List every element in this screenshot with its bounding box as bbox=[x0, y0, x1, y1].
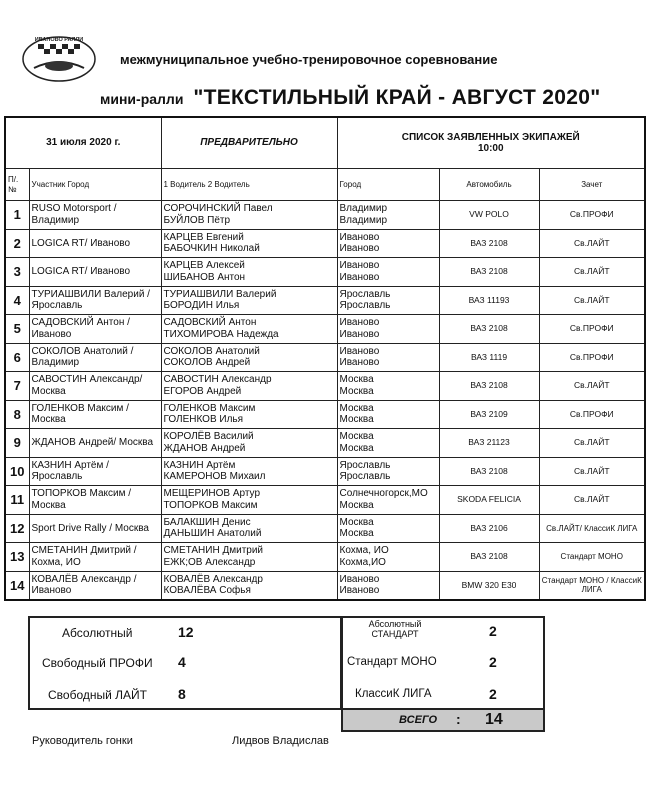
row-class bbox=[539, 400, 645, 429]
row-number bbox=[5, 571, 29, 600]
row-number-line: 9 bbox=[13, 435, 21, 450]
row-drivers-line: ГОЛЕНКОВ Максим bbox=[163, 402, 256, 414]
row-city-line: Москва bbox=[339, 385, 374, 397]
row-drivers bbox=[161, 543, 337, 572]
row-class-line: Св.ЛАЙТ bbox=[573, 266, 610, 276]
row-city-line: Кохма, ИО bbox=[339, 545, 389, 557]
row-city-line: Москва bbox=[339, 499, 374, 511]
row-class-line: Св.ЛАЙТ bbox=[573, 380, 610, 390]
row-drivers-line: КАРЦЕВ Алексей bbox=[163, 260, 245, 272]
row-class-line: Св.ЛАЙТ bbox=[573, 294, 610, 305]
row-city-line: Иваново bbox=[339, 585, 380, 597]
row-number-line: 5 bbox=[13, 321, 21, 336]
row-participant-line: Sport Drive Rally / Москва bbox=[31, 522, 149, 534]
row-drivers-line: БАБОЧКИН Николай bbox=[163, 243, 260, 255]
header-line2 bbox=[100, 86, 600, 110]
row-drivers-line: БОРОДИН Илья bbox=[163, 300, 240, 312]
free-profi-label: Свободный ПРОФИ bbox=[42, 656, 153, 670]
row-drivers-line: СОКОЛОВ Анатолий bbox=[163, 345, 260, 357]
row-car bbox=[439, 514, 539, 543]
row-participant bbox=[29, 258, 161, 287]
logo-text: ИВАНОВО РАЛЛИ bbox=[34, 37, 84, 43]
abs-standard-label: Абсолютный СТАНДАРТ bbox=[368, 619, 422, 639]
row-city-line: Иваново bbox=[339, 573, 380, 585]
row-number bbox=[5, 258, 29, 287]
row-class bbox=[539, 571, 645, 600]
row-class bbox=[539, 372, 645, 401]
row-number-line: 7 bbox=[13, 378, 21, 393]
row-participant-line: ТОПОРКОВ Максим / Москва bbox=[31, 488, 132, 511]
row-drivers bbox=[161, 571, 337, 600]
row-city bbox=[337, 372, 439, 401]
row-participant-line: КОВАЛЁВ Александр / Иваново bbox=[31, 573, 137, 597]
row-car-line: SKODA FELICIA bbox=[457, 494, 521, 504]
row-class-line: Св.ЛАЙТ bbox=[573, 465, 610, 476]
col-class: Зачет bbox=[539, 169, 645, 201]
row-drivers-line: САВОСТИН Александр bbox=[163, 374, 272, 386]
row-number-line: 8 bbox=[13, 406, 21, 422]
table-row bbox=[5, 343, 645, 372]
row-number bbox=[5, 400, 29, 429]
col-participant: Участник Город bbox=[29, 169, 161, 201]
row-car bbox=[439, 372, 539, 401]
row-city bbox=[337, 543, 439, 572]
row-city bbox=[337, 457, 439, 486]
abs-standard-value: 2 bbox=[489, 623, 497, 639]
row-class bbox=[539, 457, 645, 486]
row-city-line: Москва bbox=[339, 431, 374, 443]
row-city-line: Владимир bbox=[339, 203, 388, 215]
free-profi-value: 4 bbox=[178, 654, 186, 670]
row-car bbox=[439, 286, 539, 315]
row-city bbox=[337, 400, 439, 429]
classic-league-value: 2 bbox=[489, 686, 497, 702]
row-number bbox=[5, 543, 29, 572]
row-number bbox=[5, 201, 29, 230]
row-city bbox=[337, 486, 439, 515]
row-participant-line: СОКОЛОВ Анатолий / Владимир bbox=[31, 345, 134, 369]
row-car-line: ВАЗ 2108 bbox=[470, 266, 508, 276]
free-lite-value: 8 bbox=[178, 686, 186, 702]
event-title: "ТЕКСТИЛЬНЫЙ КРАЙ - АВГУСТ 2020" bbox=[193, 86, 601, 109]
row-drivers-line: ЖДАНОВ Андрей bbox=[163, 442, 246, 454]
row-class bbox=[539, 229, 645, 258]
row-participant bbox=[29, 543, 161, 572]
table-row bbox=[5, 571, 645, 600]
row-class bbox=[539, 343, 645, 372]
row-number bbox=[5, 229, 29, 258]
row-number bbox=[5, 286, 29, 315]
row-car-line: ВАЗ 1119 bbox=[470, 351, 508, 362]
row-car-line: ВАЗ 2108 bbox=[470, 237, 508, 248]
row-class bbox=[539, 543, 645, 572]
row-participant-line: САВОСТИН Александр/ Москва bbox=[31, 374, 143, 397]
row-class bbox=[539, 315, 645, 344]
row-city-line: Москва bbox=[339, 442, 374, 454]
row-city-line: Москва bbox=[339, 528, 374, 540]
row-drivers-line: САДОВСКИЙ Антон bbox=[163, 317, 257, 329]
row-number bbox=[5, 429, 29, 458]
row-drivers-line: ШИБАНОВ Антон bbox=[163, 271, 246, 283]
row-car-line: ВАЗ 21123 bbox=[468, 437, 510, 447]
event-logo bbox=[20, 32, 98, 84]
row-participant-line: САДОВСКИЙ Антон / Иваново bbox=[31, 317, 130, 340]
row-city-line: Солнечногорск,МО bbox=[339, 488, 428, 500]
row-city-line: Иваново bbox=[339, 357, 380, 369]
list-time: 10:00 bbox=[477, 143, 504, 154]
row-city-line: Иваново bbox=[339, 231, 380, 243]
row-drivers-line: КОВАЛЁВ Александр bbox=[163, 573, 263, 585]
row-car-line: BMW 320 E30 bbox=[461, 579, 517, 590]
row-city-line: Ярославль bbox=[339, 459, 391, 471]
row-car-line: ВАЗ 2108 bbox=[470, 465, 508, 476]
row-drivers bbox=[161, 315, 337, 344]
table-row bbox=[5, 286, 645, 315]
row-number bbox=[5, 315, 29, 344]
row-class-line: Св.ПРОФИ bbox=[569, 408, 614, 419]
col-drivers: 1 Водитель 2 Водитель bbox=[161, 169, 337, 201]
row-class-line: Св.ЛАЙТ bbox=[573, 494, 610, 504]
row-car-line: ВАЗ 2108 bbox=[470, 551, 508, 561]
row-city-line: Иваново bbox=[339, 243, 380, 255]
row-drivers-line: ТУРИАШВИЛИ Валерий bbox=[163, 288, 277, 300]
row-car-line: ВАЗ 2106 bbox=[470, 522, 508, 533]
row-drivers-line: ТИХОМИРОВА Надежда bbox=[163, 328, 279, 340]
row-car-line: ВАЗ 2108 bbox=[470, 323, 508, 333]
row-city bbox=[337, 201, 439, 230]
row-number bbox=[5, 372, 29, 401]
row-class bbox=[539, 286, 645, 315]
row-number-line: 6 bbox=[13, 349, 21, 365]
status-label: ПРЕДВАРИТЕЛЬНО bbox=[161, 117, 337, 169]
row-drivers bbox=[161, 457, 337, 486]
classic-league-label: КлассиК ЛИГА bbox=[355, 688, 432, 700]
row-participant bbox=[29, 286, 161, 315]
row-car bbox=[439, 429, 539, 458]
row-number bbox=[5, 343, 29, 372]
standard-mono-label: Стандарт МОНО bbox=[347, 656, 437, 668]
row-city-line: Иваново bbox=[339, 271, 380, 283]
row-city-line: Владимир bbox=[339, 214, 388, 226]
row-drivers-line: ТОПОРКОВ Максим bbox=[163, 499, 258, 511]
table-row bbox=[5, 258, 645, 287]
row-participant-line: LOGICA RT/ Иваново bbox=[31, 237, 131, 249]
col-num: П/. № bbox=[5, 169, 29, 201]
free-lite-label: Свободный ЛАЙТ bbox=[48, 688, 147, 702]
summary-right bbox=[341, 616, 545, 710]
row-participant bbox=[29, 343, 161, 372]
row-city-line: Москва bbox=[339, 516, 374, 528]
table-row bbox=[5, 372, 645, 401]
row-city-line: Кохма,ИО bbox=[339, 556, 386, 568]
row-participant-line: ТУРИАШВИЛИ Валерий / Ярославль bbox=[31, 288, 150, 312]
row-participant-line: КАЗНИН Артём / Ярославль bbox=[31, 459, 109, 483]
table-row bbox=[5, 429, 645, 458]
row-car bbox=[439, 258, 539, 287]
row-city bbox=[337, 343, 439, 372]
row-participant bbox=[29, 514, 161, 543]
row-drivers-line: ГОЛЕНКОВ Илья bbox=[163, 414, 244, 426]
row-number-line: 3 bbox=[13, 264, 21, 279]
col-city: Город bbox=[337, 169, 439, 201]
row-car-line: ВАЗ 2109 bbox=[470, 408, 508, 419]
table-row bbox=[5, 315, 645, 344]
row-drivers bbox=[161, 486, 337, 515]
row-car bbox=[439, 229, 539, 258]
row-drivers-line: СОРОЧИНСКИЙ Павел bbox=[163, 203, 273, 215]
row-participant bbox=[29, 429, 161, 458]
table-row bbox=[5, 400, 645, 429]
row-drivers-line: БУЙЛОВ Пётр bbox=[163, 214, 231, 226]
row-car bbox=[439, 571, 539, 600]
row-car bbox=[439, 400, 539, 429]
row-city-line: Иваново bbox=[339, 260, 380, 272]
row-number-line: 10 bbox=[10, 463, 25, 479]
row-drivers bbox=[161, 258, 337, 287]
total-box bbox=[341, 708, 545, 732]
row-drivers bbox=[161, 429, 337, 458]
standard-mono-value: 2 bbox=[489, 654, 497, 670]
row-drivers-line: МЕЩЕРИНОВ Артур bbox=[163, 488, 261, 500]
table-row bbox=[5, 543, 645, 572]
row-number-line: 12 bbox=[10, 520, 25, 536]
row-drivers bbox=[161, 400, 337, 429]
col-car: Автомобиль bbox=[439, 169, 539, 201]
event-date: 31 июля 2020 г. bbox=[5, 117, 161, 169]
row-participant bbox=[29, 229, 161, 258]
footer-role: Руководитель гонки bbox=[32, 735, 133, 747]
row-participant bbox=[29, 571, 161, 600]
row-drivers-line: КОВАЛЁВА Софья bbox=[163, 585, 251, 597]
row-participant-line: LOGICA RT/ Иваново bbox=[31, 266, 131, 277]
list-title: СПИСОК ЗАЯВЛЕННЫХ ЭКИПАЖЕЙ bbox=[401, 131, 580, 143]
row-drivers bbox=[161, 229, 337, 258]
row-drivers bbox=[161, 201, 337, 230]
total-colon: : bbox=[456, 711, 461, 727]
row-number-line: 4 bbox=[13, 292, 21, 308]
row-class-line: Св.ПРОФИ bbox=[569, 209, 614, 219]
row-class bbox=[539, 486, 645, 515]
row-participant-line: ЖДАНОВ Андрей/ Москва bbox=[31, 437, 154, 448]
row-city-line: Иваново bbox=[339, 328, 380, 340]
row-drivers-line: КОРОЛЁВ Василий bbox=[163, 431, 254, 443]
row-car bbox=[439, 315, 539, 344]
row-drivers-line: КАРЦЕВ Евгений bbox=[163, 231, 244, 243]
header-line1: межмуниципальное учебно-тренировочное соревнование bbox=[120, 52, 498, 67]
row-class bbox=[539, 514, 645, 543]
row-city bbox=[337, 258, 439, 287]
row-drivers-line: КАЗНИН Артём bbox=[163, 459, 236, 471]
row-city-line: Иваново bbox=[339, 345, 380, 357]
row-class-line: Св.ЛАЙТ bbox=[573, 237, 610, 248]
row-class-line: Св.ЛАЙТ bbox=[573, 437, 610, 447]
row-car bbox=[439, 486, 539, 515]
row-participant-line: RUSO Motorsport / Владимир bbox=[31, 203, 117, 226]
row-class bbox=[539, 201, 645, 230]
row-city bbox=[337, 315, 439, 344]
row-number-line: 2 bbox=[13, 235, 21, 251]
header-prefix: мини-ралли bbox=[100, 91, 184, 107]
row-number bbox=[5, 514, 29, 543]
row-number-line: 14 bbox=[10, 577, 25, 593]
row-city-line: Ярославль bbox=[339, 300, 391, 312]
row-participant bbox=[29, 457, 161, 486]
total-value: 14 bbox=[485, 711, 503, 728]
row-city bbox=[337, 514, 439, 543]
row-car bbox=[439, 457, 539, 486]
row-number-line: 11 bbox=[10, 492, 25, 507]
row-class-line: Св.ПРОФИ bbox=[569, 351, 614, 362]
row-number-line: 1 bbox=[13, 207, 21, 222]
crews-table bbox=[4, 116, 646, 601]
table-row bbox=[5, 201, 645, 230]
total-label: ВСЕГО bbox=[399, 714, 438, 726]
row-drivers-line: СМЕТАНИН Дмитрий bbox=[163, 545, 264, 557]
row-number-line: 13 bbox=[10, 549, 25, 564]
row-drivers-line: СОКОЛОВ Андрей bbox=[163, 357, 251, 369]
row-participant bbox=[29, 372, 161, 401]
row-drivers-line: ЕГОРОВ Андрей bbox=[163, 385, 242, 397]
row-car-line: ВАЗ 2108 bbox=[470, 380, 508, 390]
row-city bbox=[337, 571, 439, 600]
row-drivers bbox=[161, 286, 337, 315]
table-row bbox=[5, 457, 645, 486]
summary-left bbox=[28, 616, 342, 710]
row-car-line: ВАЗ 11193 bbox=[468, 294, 510, 305]
table-row bbox=[5, 229, 645, 258]
row-car bbox=[439, 343, 539, 372]
absolute-value: 12 bbox=[178, 624, 194, 640]
row-city-line: Москва bbox=[339, 402, 374, 414]
row-city-line: Ярославль bbox=[339, 288, 391, 300]
row-participant-line: СМЕТАНИН Дмитрий / Кохма, ИО bbox=[31, 545, 137, 568]
row-city bbox=[337, 229, 439, 258]
table-row bbox=[5, 486, 645, 515]
row-drivers-line: КАМЕРОНОВ Михаил bbox=[163, 471, 266, 483]
row-participant bbox=[29, 486, 161, 515]
table-row bbox=[5, 514, 645, 543]
row-car bbox=[439, 201, 539, 230]
row-class-line: Св.ПРОФИ bbox=[569, 323, 614, 333]
table-body bbox=[5, 201, 645, 601]
row-number bbox=[5, 486, 29, 515]
row-city-line: Иваново bbox=[339, 317, 380, 329]
row-city-line: Ярославль bbox=[339, 471, 391, 483]
footer-name: Лидвов Владислав bbox=[232, 735, 329, 747]
row-drivers-line: ДАНЬШИН Анатолий bbox=[163, 528, 262, 540]
row-participant-line: ГОЛЕНКОВ Максим / Москва bbox=[31, 402, 129, 426]
row-car-line: VW POLO bbox=[469, 209, 509, 219]
absolute-label: Абсолютный bbox=[62, 626, 133, 640]
row-city-line: Москва bbox=[339, 374, 374, 386]
row-drivers bbox=[161, 343, 337, 372]
row-participant bbox=[29, 400, 161, 429]
row-class-line: Стандарт МОНО / КлассиК ЛИГА bbox=[541, 575, 642, 595]
row-class-line: Стандарт МОНО bbox=[560, 552, 623, 561]
row-city bbox=[337, 286, 439, 315]
row-drivers bbox=[161, 514, 337, 543]
row-car bbox=[439, 543, 539, 572]
row-number bbox=[5, 457, 29, 486]
row-drivers-line: БАЛАКШИН Денис bbox=[163, 516, 251, 528]
row-drivers bbox=[161, 372, 337, 401]
row-drivers-line: ЕЖК;ОВ Александр bbox=[163, 556, 256, 568]
row-city bbox=[337, 429, 439, 458]
row-class bbox=[539, 258, 645, 287]
row-participant bbox=[29, 315, 161, 344]
row-class-line: Св.ЛАЙТ/ КлассиК ЛИГА bbox=[546, 523, 638, 533]
row-participant bbox=[29, 201, 161, 230]
row-class bbox=[539, 429, 645, 458]
row-city-line: Москва bbox=[339, 414, 374, 426]
list-title-cell bbox=[337, 117, 645, 169]
